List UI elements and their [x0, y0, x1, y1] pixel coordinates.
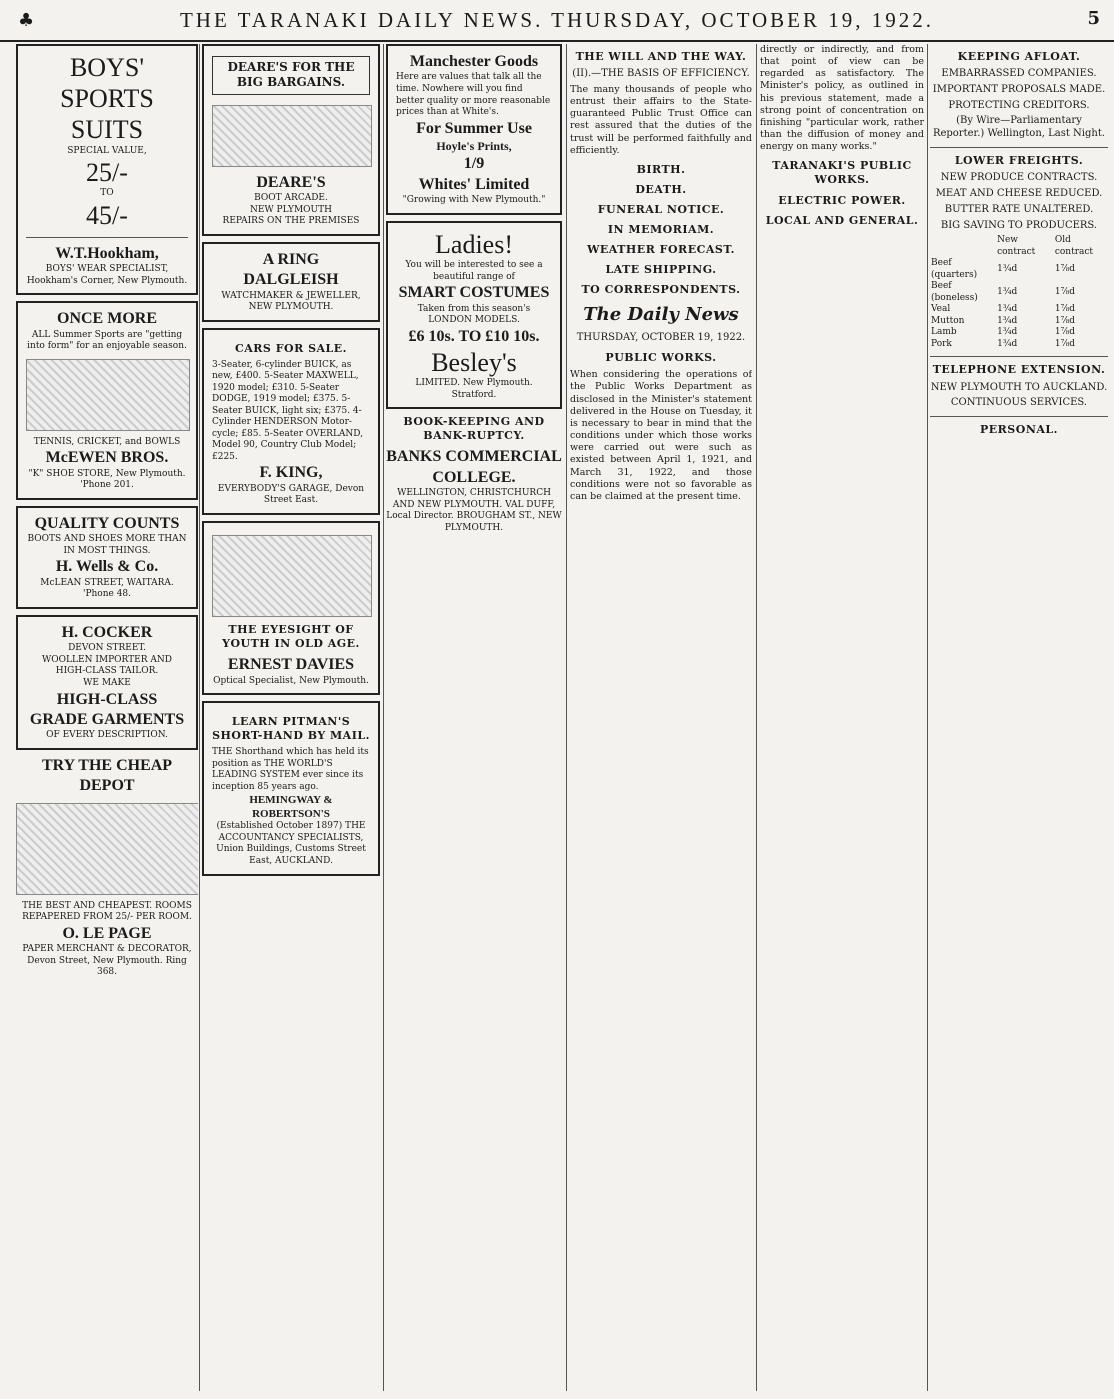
- ad-text: ALL Summer Sports are "getting into form" for an enjoyable season.: [27, 329, 187, 352]
- illustration: [212, 535, 372, 617]
- article-subheading: CONTINUOUS SERVICES.: [950, 397, 1088, 409]
- ad-note: SPECIAL VALUE,: [67, 145, 147, 156]
- article-heading: LOWER FREIGHTS.: [954, 154, 1084, 168]
- header-cell: New contract: [997, 235, 1036, 257]
- column-rule: [199, 44, 200, 1391]
- advertiser-address: WELLINGTON, CHRISTCHURCH AND NEW PLYMOUTH. VAL DUFF, Local Director. BROUGHAM ST., NEW PLYMOUTH.: [386, 488, 562, 533]
- advertiser-address: McLEAN STREET, WAITARA. 'Phone 48.: [40, 577, 174, 600]
- cheap-depot-ad: [16, 756, 198, 979]
- article-subheading: NEW PRODUCE CONTRACTS.: [940, 172, 1098, 184]
- ad-text: BOOTS AND SHOES MORE THAN IN MOST THINGS.: [27, 534, 187, 556]
- ad-text: REPAIRS ON THE PREMISES: [222, 216, 360, 227]
- price: 45/-: [86, 200, 128, 230]
- ad-text: Here are values that talk all the time. Nowhere will you find better quality or more reasonable prices than at White's.: [396, 72, 551, 118]
- article-heading: TELEPHONE EXTENSION.: [932, 363, 1106, 377]
- ad-title: THE EYESIGHT OF YOUTH IN OLD AGE.: [222, 622, 360, 650]
- cell: Beef (quarters): [931, 258, 978, 280]
- ad-title: BOOK-KEEPING AND BANK-RUPTCY.: [403, 415, 545, 443]
- article-subheading: NEW PLYMOUTH TO AUCKLAND.: [930, 381, 1108, 393]
- bookkeeping-ad: [386, 415, 562, 534]
- ad-title: HIGH-CLASS GRADE GARMENTS: [29, 690, 185, 728]
- ad-title: A RING: [262, 250, 320, 268]
- ad-title: QUALITY COUNTS: [34, 514, 180, 532]
- ad-title: TRY THE CHEAP DEPOT: [41, 756, 173, 795]
- table-row: [930, 258, 1108, 281]
- editorial-heading: PUBLIC WORKS.: [605, 351, 717, 365]
- table-row: [930, 339, 1108, 351]
- column-1: [16, 44, 198, 1391]
- section-heading: DEATH.: [635, 182, 687, 196]
- advertiser: O. LE PAGE: [62, 924, 152, 942]
- deare-ad: [202, 44, 380, 236]
- cell: Veal: [931, 304, 951, 315]
- article-heading: KEEPING AFLOAT.: [957, 50, 1081, 63]
- club-marker-icon: ♣: [18, 10, 35, 31]
- illustration: [16, 803, 198, 895]
- section-heading: FUNERAL NOTICE.: [597, 202, 725, 216]
- ad-title: CARS FOR SALE.: [235, 341, 347, 355]
- editorial-text: When considering the operations of the Public Works Department as disclosed in the Minister's statement delivered in the House on Tuesday, it is necessary to bear in mind that the conditions under which those works were carried out were such as existed between April 1, 1921, and March 31, 1922, and those conditions were not so favorable as can be claimed at the present time.: [570, 369, 752, 502]
- ad-text: OF EVERY DESCRIPTION.: [46, 730, 168, 741]
- dateline: THURSDAY, OCTOBER 19, 1922.: [576, 332, 746, 344]
- article-heading: LOCAL AND GENERAL.: [765, 213, 919, 227]
- page-number: 5: [1087, 8, 1100, 29]
- ad-title: Manchester Goods: [409, 53, 539, 70]
- advertiser: F. KING,: [259, 464, 323, 482]
- advertiser: H. Wells & Co.: [55, 558, 159, 576]
- section-heading: WEATHER FORECAST.: [587, 243, 735, 257]
- cell: 1⅞d: [1054, 264, 1076, 275]
- table-row: [930, 304, 1108, 316]
- masthead-title: THE TARANAKI DAILY NEWS. THURSDAY, OCTOBER 19, 1922.: [179, 7, 935, 32]
- section-heading: IN MEMORIAM.: [607, 223, 715, 237]
- advertiser-address: EVERYBODY'S GARAGE, Devon Street East.: [217, 483, 365, 506]
- price-sep: TO: [100, 188, 114, 199]
- eyesight-ad: [202, 521, 380, 695]
- ad-text: THE Shorthand which has held its position as THE WORLD'S LEADING SYSTEM ever since its inception 85 years ago.: [212, 747, 369, 792]
- quality-ad: [16, 506, 198, 609]
- cell: 1¾d: [997, 327, 1018, 338]
- byline: (By Wire—Parliamentary Reporter.) Wellington, Last Night.: [932, 115, 1106, 140]
- column-rule: [927, 44, 928, 1391]
- cell: 1¾d: [997, 338, 1018, 349]
- ad-title: ONCE MORE: [57, 310, 157, 328]
- cocker-ad: [16, 615, 198, 750]
- advertiser-address: "K" SHOE STORE, New Plymouth. 'Phone 201.: [28, 468, 186, 491]
- advertiser-address: WATCHMAKER & JEWELLER, NEW PLYMOUTH.: [221, 290, 361, 313]
- advertiser-address: (Established October 1897) THE ACCOUNTANCY SPECIALISTS, Union Buildings, Customs Street East, AUCKLAND.: [216, 821, 366, 866]
- advertiser: W.T.Hookham,: [55, 244, 159, 262]
- ad-items: TENNIS, CRICKET, and BOWLS: [33, 436, 181, 447]
- illustration: [212, 105, 372, 167]
- ad-text: NEW PLYMOUTH: [250, 204, 332, 215]
- table-row: [930, 316, 1108, 328]
- ad-text: WOOLLEN IMPORTER AND HIGH-CLASS TAILOR.: [42, 654, 172, 677]
- price: 1/9: [463, 155, 485, 173]
- ad-text: 3-Seater, 6-cylinder BUICK, as new, £400. 5-Seater MAXWELL, 1920 model; £310. 5-Seater DODGE, 1919 model; £375. 5-Seater BUICK, light six; £375. 4-Cylinder HENDERSON Motor-cycle; £85. 5-Seater OVERLAND, Model 90, Country Club Model; £225.: [212, 359, 364, 462]
- table-row: [930, 327, 1108, 339]
- ad-text: BOOT ARCADE.: [254, 193, 328, 204]
- ring-ad: [202, 242, 380, 322]
- advertiser-address: LIMITED. New Plymouth. Stratford.: [415, 378, 533, 400]
- ad-title: LEARN PITMAN'S SHORT-HAND BY MAIL.: [212, 715, 370, 743]
- ad-subtitle: For Summer Use: [416, 119, 532, 137]
- ad-title: Ladies!: [435, 229, 513, 259]
- cell: Lamb: [931, 327, 957, 338]
- advertiser: Whites' Limited: [418, 175, 530, 193]
- advertiser-address: PAPER MERCHANT & DECORATOR, Devon Street, New Plymouth. Ring 368.: [22, 944, 192, 978]
- advertiser: ERNEST DAVIES: [227, 656, 355, 674]
- article-subheading: EMBARRASSED COMPANIES.: [941, 68, 1097, 80]
- cell: 1¾d: [997, 264, 1018, 275]
- cell: 1¾d: [997, 315, 1018, 326]
- cell: 1¾d: [997, 287, 1018, 298]
- cell: 1⅞d: [1054, 327, 1076, 338]
- freight-rates-table: [930, 235, 1108, 350]
- masthead: [0, 0, 1114, 42]
- cell: 1⅞d: [1054, 338, 1076, 349]
- article-heading: PERSONAL.: [980, 423, 1058, 437]
- column-6: [930, 44, 1108, 1391]
- article-text: The many thousands of people who entrust their affairs to the State-guaranteed Public Trust Office can rest assured that the duties of the trust will be performed faithfully and efficiently.: [570, 83, 752, 156]
- advertiser: Besley's: [431, 348, 517, 377]
- pitman-ad: [202, 701, 380, 875]
- advertiser-address: Hookham's Corner, New Plymouth.: [26, 275, 188, 286]
- advertiser-address: DEVON STREET.: [68, 643, 146, 654]
- editorial-continued: directly or indirectly, and from that point of view can be regarded as satisfactory. The Minister's policy, as outlined in his previous statement, made a strong point of concentration on finishing "particular work, rather than the diffusion of money and energy on many works.": [760, 44, 924, 153]
- slogan: "Growing with New Plymouth.": [402, 195, 546, 206]
- column-5: [760, 44, 924, 1391]
- advertiser: DALGLEISH: [243, 271, 339, 289]
- column-2: [202, 44, 380, 1391]
- ladies-ad: [386, 221, 562, 409]
- advertiser: BANKS COMMERCIAL COLLEGE.: [386, 448, 562, 486]
- column-rule: [383, 44, 384, 1391]
- table-header-row: [930, 235, 1108, 258]
- cell: 1⅞d: [1054, 287, 1076, 298]
- cell: Pork: [931, 338, 952, 349]
- column-rule: [566, 44, 567, 1391]
- article-subheading: PROTECTING CREDITORS.: [948, 99, 1090, 111]
- article-subheading: IMPORTANT PROPOSALS MADE.: [932, 83, 1106, 95]
- cell: Mutton: [931, 315, 965, 326]
- whites-ad: [386, 44, 562, 215]
- price: 25/-: [86, 158, 128, 188]
- column-rule: [756, 44, 757, 1391]
- cell: 1⅞d: [1054, 304, 1076, 315]
- cars-ad: [202, 328, 380, 515]
- advertiser: McEWEN BROS.: [45, 449, 169, 467]
- column-3: [386, 44, 562, 1391]
- article-subheading: BUTTER RATE UNALTERED.: [944, 203, 1094, 215]
- ad-text: WE MAKE: [83, 678, 131, 688]
- advertiser: HEMINGWAY & ROBERTSON'S: [249, 794, 333, 821]
- illustration: [26, 359, 190, 431]
- advertiser: DEARE'S: [256, 173, 326, 191]
- article-subheading: (II).—THE BASIS OF EFFICIENCY.: [572, 68, 750, 80]
- article-heading: TARANAKI'S PUBLIC WORKS.: [772, 159, 912, 187]
- article-subheading: BIG SAVING TO PRODUCERS.: [940, 219, 1098, 231]
- sports-ad: [16, 301, 198, 500]
- cell: 1¾d: [997, 304, 1018, 315]
- article-heading: THE WILL AND THE WAY.: [575, 50, 747, 63]
- article-heading: ELECTRIC POWER.: [778, 193, 906, 207]
- ad-text: Taken from this season's LONDON MODELS.: [417, 303, 531, 326]
- section-heading: BIRTH.: [636, 162, 686, 176]
- ad-subtitle: Hoyle's Prints,: [436, 139, 512, 153]
- badge: DEARE'S FOR THE BIG BARGAINS.: [212, 56, 370, 95]
- header-cell: [930, 235, 996, 258]
- ad-text: You will be interested to see a beautiful range of: [405, 260, 543, 282]
- cell: 1⅞d: [1054, 315, 1076, 326]
- section-heading: TO CORRESPONDENTS.: [581, 283, 741, 297]
- table-row: [930, 281, 1108, 304]
- article-subheading: MEAT AND CHEESE REDUCED.: [935, 187, 1103, 199]
- advertiser-address: Optical Specialist, New Plymouth.: [213, 675, 369, 686]
- section-heading: LATE SHIPPING.: [605, 263, 717, 277]
- ad-text: THE BEST AND CHEAPEST. ROOMS REPAPERED FROM 25/- PER ROOM.: [22, 900, 192, 923]
- header-cell: Old contract: [1054, 235, 1094, 257]
- ad-title: BOYS' SPORTS SUITS: [60, 53, 154, 145]
- price: £6 10s. TO £10 10s.: [408, 327, 540, 345]
- column-4: [570, 44, 752, 1391]
- newspaper-nameplate: The Daily News: [583, 304, 739, 326]
- advertiser: H. COCKER: [61, 623, 153, 641]
- boys-suits-ad: [16, 44, 198, 295]
- cell: Beef (boneless): [931, 281, 978, 303]
- ad-subtitle: SMART COSTUMES: [398, 284, 550, 302]
- advertiser-line: BOYS' WEAR SPECIALIST,: [45, 264, 169, 275]
